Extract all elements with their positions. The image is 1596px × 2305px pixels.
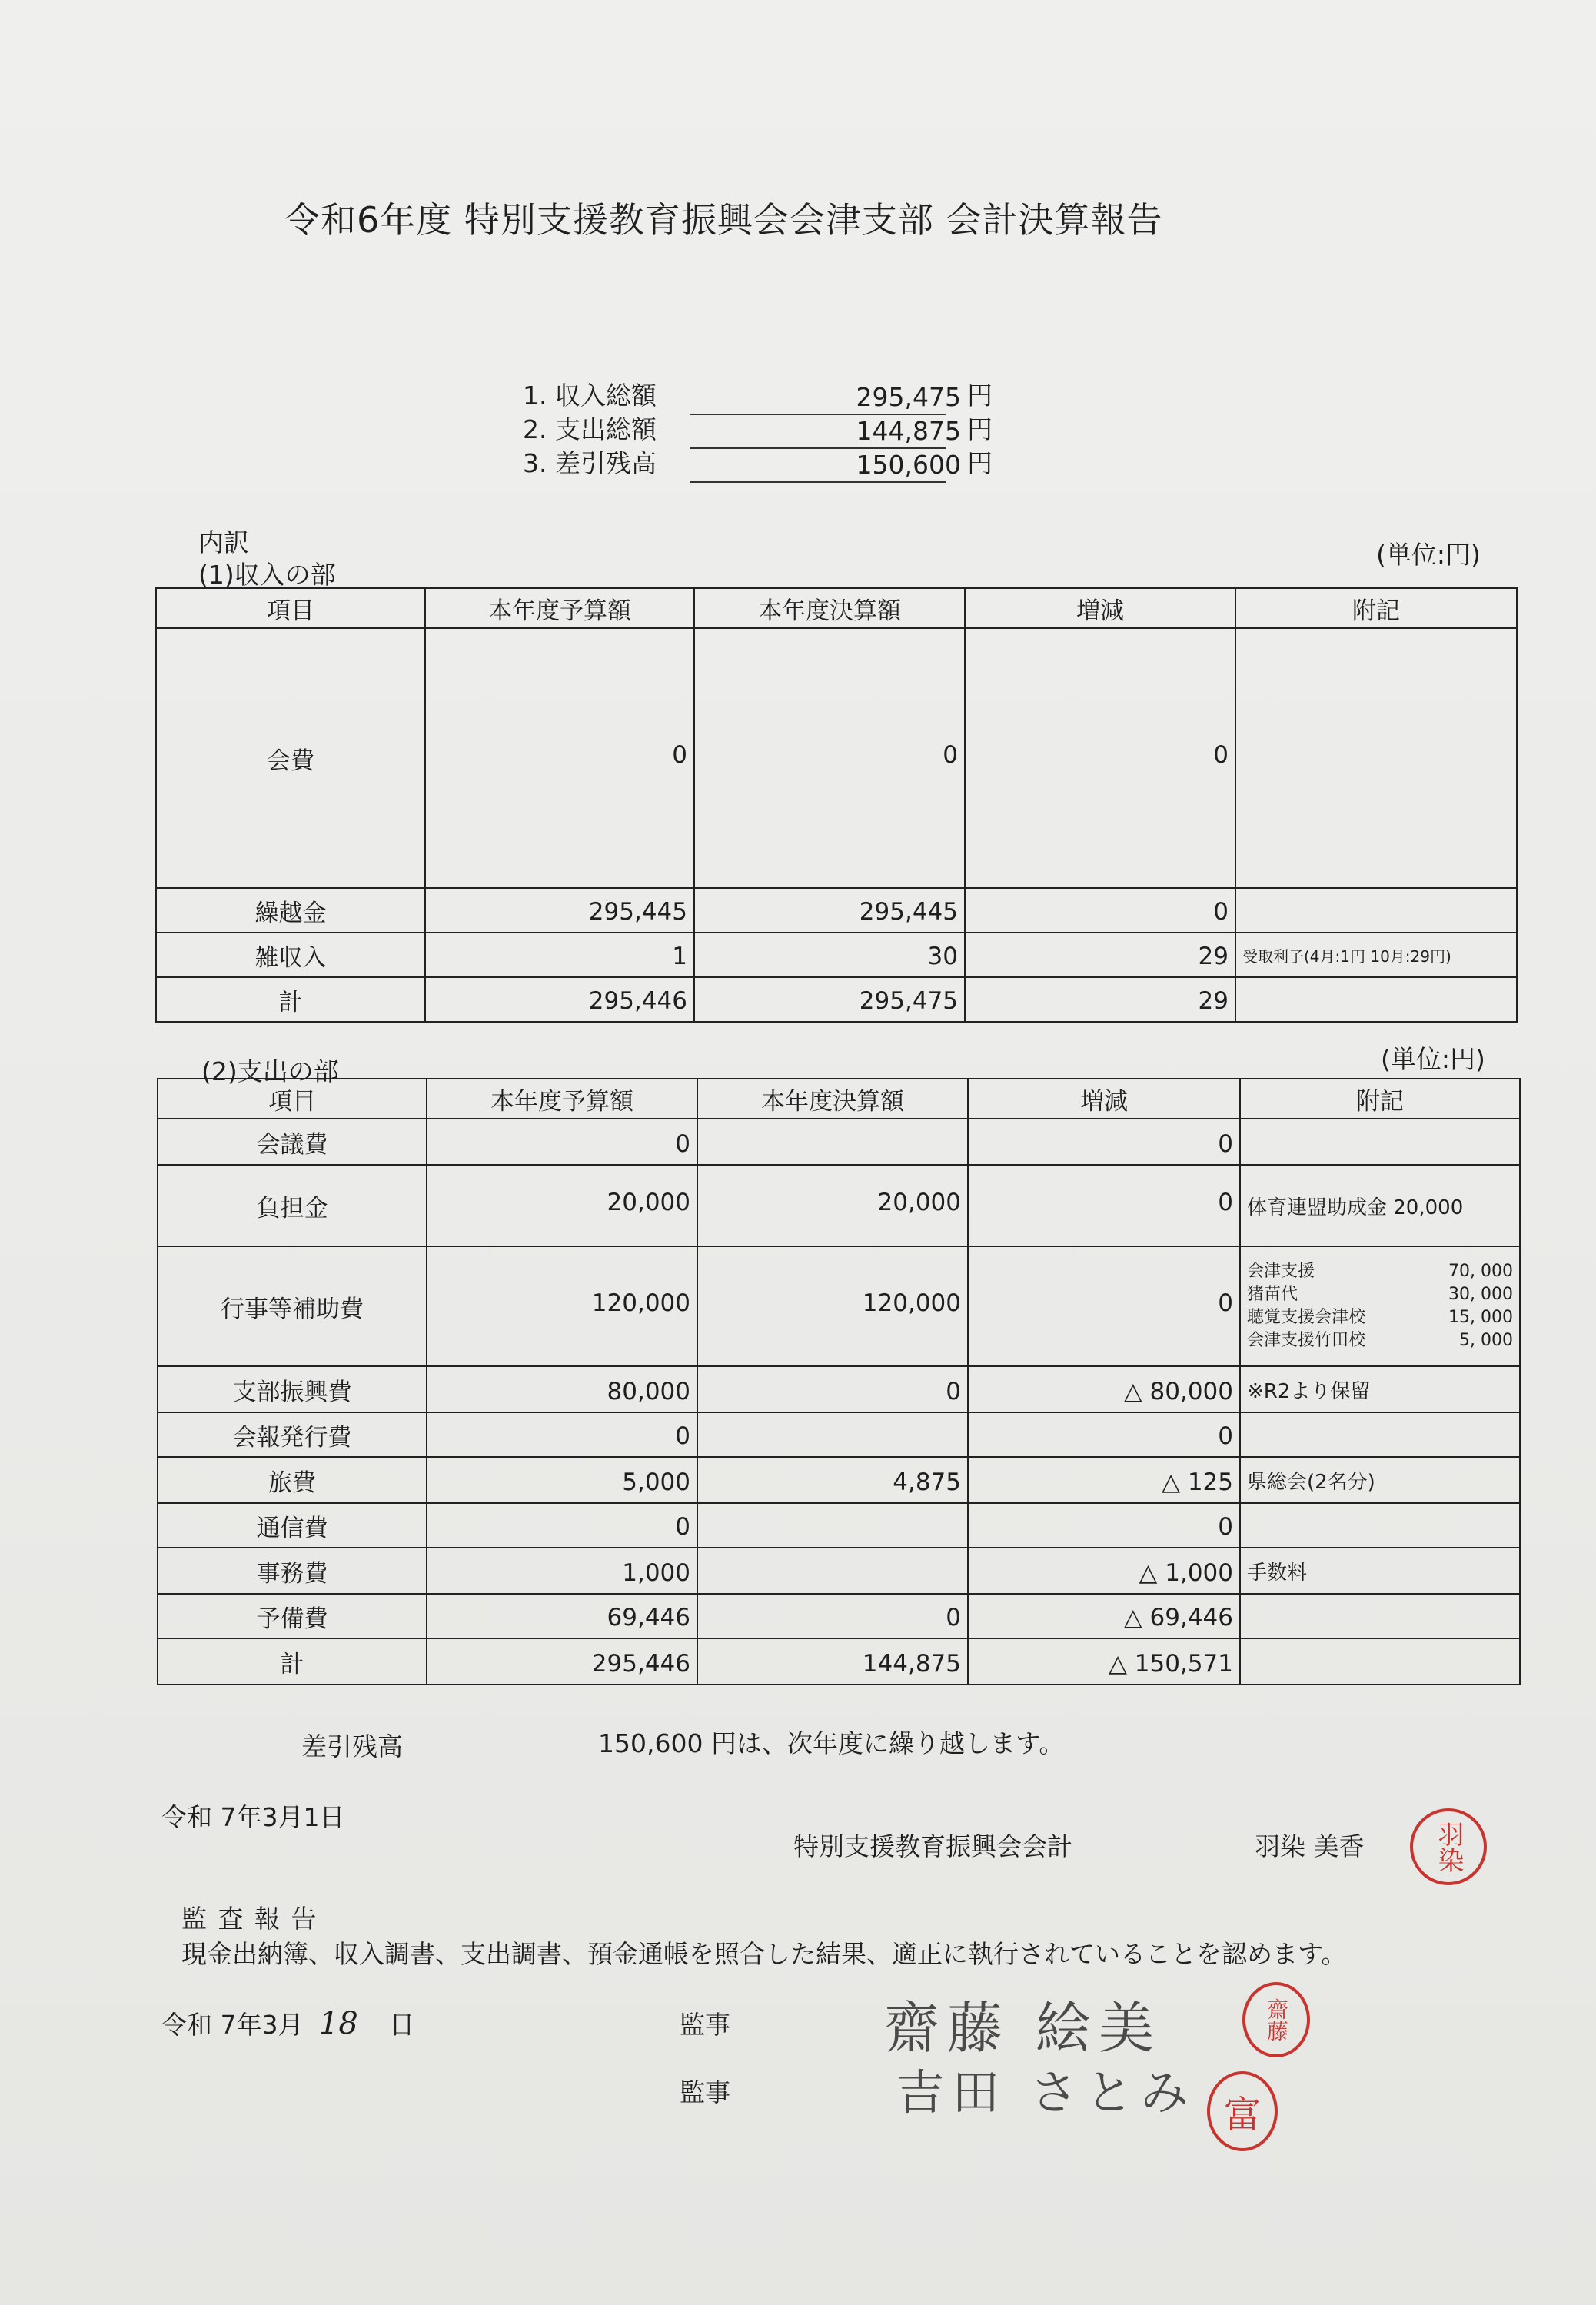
- row-item: 支部振興費: [158, 1366, 427, 1412]
- row-actual: [697, 1412, 968, 1457]
- table-row: [156, 933, 1517, 977]
- row-actual: 30: [694, 933, 965, 977]
- row-note: [1235, 628, 1517, 888]
- row-item: 会報発行費: [158, 1412, 427, 1457]
- breakdown-label: 内訳: [198, 527, 249, 557]
- audit-heading: 監 査 報 告: [181, 1904, 318, 1934]
- row-budget: 0: [427, 1412, 697, 1457]
- note-line-name: 猪苗代: [1247, 1285, 1298, 1304]
- row-diff: 0: [968, 1246, 1240, 1366]
- row-item: 雑収入: [156, 933, 425, 977]
- treasurer-name: 羽染 美香: [1255, 1831, 1365, 1861]
- table-header-row: [158, 1079, 1520, 1119]
- auditor-signature: 齋藤 絵美: [884, 1996, 1162, 2061]
- note-line: [1247, 1260, 1513, 1283]
- header-diff: 増減: [965, 588, 1235, 628]
- note-line: [1247, 1283, 1513, 1306]
- auditor-role: 監事: [680, 2077, 730, 2107]
- row-budget: 80,000: [427, 1366, 697, 1412]
- table-row: [158, 1366, 1520, 1412]
- audit-date-day-handwritten: 18: [318, 2006, 358, 2041]
- row-note: 体育連盟助成金 20,000: [1240, 1165, 1520, 1246]
- row-item: 繰越金: [156, 888, 425, 933]
- row-item: 会費: [156, 628, 425, 888]
- balance-label: 差引残高: [301, 1731, 403, 1761]
- balance-text: 150,600 円は、次年度に繰り越します。: [598, 1728, 1065, 1758]
- row-actual: 0: [697, 1594, 968, 1638]
- treasurer-seal: [1410, 1808, 1487, 1885]
- row-actual: 144,875: [697, 1638, 968, 1685]
- row-budget: 1: [425, 933, 694, 977]
- expense-section-title: (2)支出の部: [201, 1056, 339, 1086]
- row-note: [1240, 1412, 1520, 1457]
- income-section-title: (1)収入の部: [198, 560, 336, 590]
- row-item: 計: [158, 1638, 427, 1685]
- table-row: [158, 1119, 1520, 1165]
- summary-amount: 150,600: [856, 450, 961, 480]
- table-row: [158, 1246, 1520, 1366]
- row-note: [1240, 1119, 1520, 1165]
- row-item: 行事等補助費: [158, 1246, 427, 1366]
- table-row: [158, 1457, 1520, 1503]
- table-row: [158, 1165, 1520, 1246]
- row-budget: 0: [427, 1119, 697, 1165]
- note-line-amount: 70, 000: [1448, 1262, 1513, 1281]
- header-actual: 本年度決算額: [697, 1079, 968, 1119]
- row-note: ※R2より保留: [1240, 1366, 1520, 1412]
- auditor-role: 監事: [680, 2010, 730, 2040]
- row-budget: 295,446: [425, 977, 694, 1022]
- row-actual: 20,000: [697, 1165, 968, 1246]
- audit-date-suffix: 日: [389, 2010, 415, 2040]
- row-note: [1240, 1638, 1520, 1685]
- auditor-seal: [1242, 1982, 1310, 2057]
- row-budget: 295,445: [425, 888, 694, 933]
- summary-label: 3. 差引残高: [523, 448, 657, 478]
- row-diff: 29: [965, 977, 1235, 1022]
- treasurer-org: 特別支援教育振興会会計: [793, 1831, 1072, 1861]
- note-line-name: 会津支援: [1247, 1262, 1315, 1281]
- note-line-amount: 15, 000: [1448, 1308, 1513, 1327]
- row-note: [1240, 1503, 1520, 1548]
- audit-date-prefix: 令和 7年3月: [161, 2010, 304, 2040]
- income-unit-note: (単位:円): [1376, 540, 1481, 570]
- row-item: 事務費: [158, 1548, 427, 1594]
- summary-underline: [690, 481, 946, 483]
- row-diff: 0: [968, 1165, 1240, 1246]
- row-item: 通信費: [158, 1503, 427, 1548]
- row-budget: 5,000: [427, 1457, 697, 1503]
- row-diff: △ 69,446: [968, 1594, 1240, 1638]
- row-actual: 120,000: [697, 1246, 968, 1366]
- row-item: 計: [156, 977, 425, 1022]
- row-budget: 20,000: [427, 1165, 697, 1246]
- document-title: 令和6年度 特別支援教育振興会会津支部 会計決算報告: [284, 199, 1163, 241]
- row-actual: [697, 1119, 968, 1165]
- summary-amount: 295,475: [856, 382, 961, 412]
- row-note: [1240, 1594, 1520, 1638]
- table-total-row: [158, 1638, 1520, 1685]
- row-budget: 0: [425, 628, 694, 888]
- table-total-row: [156, 977, 1517, 1022]
- row-diff: △ 80,000: [968, 1366, 1240, 1412]
- header-note: 附記: [1240, 1079, 1520, 1119]
- row-actual: 295,445: [694, 888, 965, 933]
- header-item: 項目: [158, 1079, 427, 1119]
- row-budget: 69,446: [427, 1594, 697, 1638]
- table-row: [158, 1503, 1520, 1548]
- row-diff: 0: [965, 628, 1235, 888]
- row-budget: 295,446: [427, 1638, 697, 1685]
- row-actual: 0: [697, 1366, 968, 1412]
- row-diff: 0: [968, 1119, 1240, 1165]
- row-actual: 0: [694, 628, 965, 888]
- row-diff: 0: [968, 1503, 1240, 1548]
- summary-unit: 円: [967, 381, 993, 411]
- row-diff: △ 150,571: [968, 1638, 1240, 1685]
- row-budget: 120,000: [427, 1246, 697, 1366]
- table-row: [156, 628, 1517, 888]
- note-line-name: 会津支援竹田校: [1247, 1331, 1366, 1350]
- note-line-amount: 5, 000: [1459, 1331, 1513, 1350]
- header-budget: 本年度予算額: [427, 1079, 697, 1119]
- row-diff: 29: [965, 933, 1235, 977]
- row-item: 旅費: [158, 1457, 427, 1503]
- row-note: 県総会(2名分): [1240, 1457, 1520, 1503]
- summary-label: 2. 支出総額: [523, 414, 657, 444]
- header-actual: 本年度決算額: [694, 588, 965, 628]
- row-note: [1235, 888, 1517, 933]
- auditor-seal: [1207, 2071, 1278, 2151]
- row-actual: [697, 1548, 968, 1594]
- row-note: 受取利子(4月:1円 10月:29円): [1235, 933, 1517, 977]
- row-diff: △ 125: [968, 1457, 1240, 1503]
- row-diff: 0: [968, 1412, 1240, 1457]
- row-actual: 295,475: [694, 977, 965, 1022]
- seal-text: 齋藤: [1264, 1998, 1289, 2041]
- row-item: 負担金: [158, 1165, 427, 1246]
- summary-amount: 144,875: [856, 416, 961, 446]
- note-line-name: 聴覚支援会津校: [1247, 1308, 1366, 1327]
- summary-label: 1. 収入総額: [523, 381, 657, 411]
- header-diff: 増減: [968, 1079, 1240, 1119]
- header-budget: 本年度予算額: [425, 588, 694, 628]
- row-note: [1235, 977, 1517, 1022]
- summary-balance: [523, 446, 999, 483]
- expense-table: [157, 1078, 1521, 1685]
- audit-statement: 現金出納簿、収入調書、支出調書、預金通帳を照合した結果、適正に執行されていることを認めます。: [181, 1939, 1347, 1969]
- header-item: 項目: [156, 588, 425, 628]
- header-note: 附記: [1235, 588, 1517, 628]
- row-item: 会議費: [158, 1119, 427, 1165]
- table-row: [158, 1548, 1520, 1594]
- row-note: [1240, 1246, 1520, 1366]
- table-row: [158, 1412, 1520, 1457]
- note-line: [1247, 1306, 1513, 1329]
- row-diff: 0: [965, 888, 1235, 933]
- row-item: 予備費: [158, 1594, 427, 1638]
- summary-unit: 円: [967, 414, 993, 444]
- note-line: [1247, 1329, 1513, 1352]
- table-header-row: [156, 588, 1517, 628]
- row-actual: 4,875: [697, 1457, 968, 1503]
- seal-text: 羽染: [1433, 1821, 1464, 1873]
- audit-date: [161, 2005, 414, 2041]
- report-date: 令和 7年3月1日: [161, 1802, 345, 1832]
- note-line-amount: 30, 000: [1448, 1285, 1513, 1304]
- row-diff: △ 1,000: [968, 1548, 1240, 1594]
- auditor-signature: 吉田 さとみ: [896, 2064, 1196, 2120]
- row-budget: 1,000: [427, 1548, 697, 1594]
- table-row: [158, 1594, 1520, 1638]
- summary-unit: 円: [967, 448, 993, 478]
- row-actual: [697, 1503, 968, 1548]
- row-note: 手数料: [1240, 1548, 1520, 1594]
- row-budget: 0: [427, 1503, 697, 1548]
- seal-text: 富: [1223, 2093, 1261, 2137]
- expense-unit-note: (単位:円): [1381, 1044, 1485, 1074]
- table-row: [156, 888, 1517, 933]
- income-table: [155, 587, 1518, 1023]
